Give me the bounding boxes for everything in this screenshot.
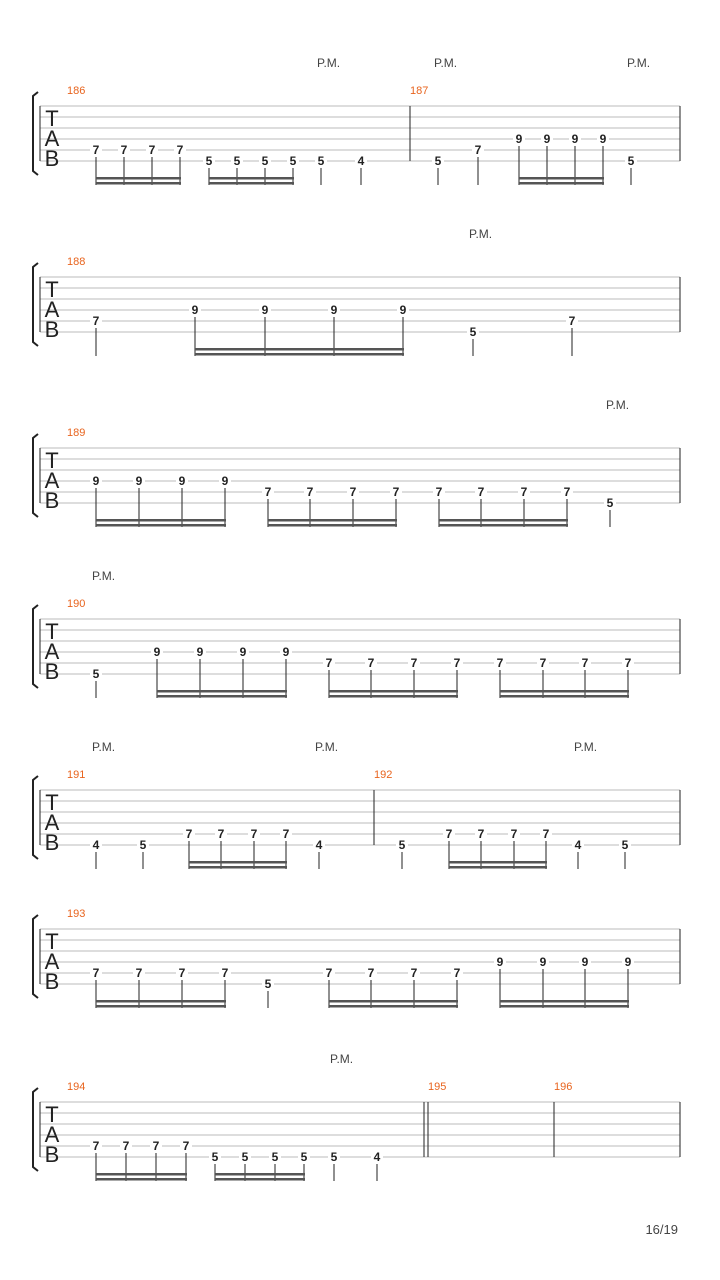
measure-number: 187: [410, 85, 429, 97]
beam: [329, 695, 458, 698]
tab-clef-letter: A: [44, 297, 60, 322]
beam: [500, 1005, 629, 1008]
fret-number: 7: [410, 966, 418, 980]
tab-clef-letter: A: [44, 1122, 60, 1147]
measure-number: 190: [67, 598, 86, 610]
fret-number: 7: [510, 827, 518, 841]
beam: [96, 1173, 187, 1176]
fret-number: 9: [92, 474, 100, 488]
fret-number: 5: [627, 154, 635, 168]
fret-number: 7: [135, 966, 143, 980]
fret-number: 5: [205, 154, 213, 168]
tab-clef-letter: B: [44, 146, 60, 171]
fret-number: 7: [178, 966, 186, 980]
tab-clef-letter: T: [45, 790, 59, 815]
beam: [215, 1178, 305, 1181]
tab-system: [33, 398, 680, 527]
fret-number: 7: [367, 966, 375, 980]
fret-number: 7: [120, 143, 128, 157]
tab-clef-letter: T: [45, 619, 59, 644]
fret-number: 5: [469, 325, 477, 339]
tab-system: [33, 908, 680, 1008]
measure-number: 189: [67, 427, 86, 439]
fret-number: 7: [325, 966, 333, 980]
fret-number: 7: [392, 485, 400, 499]
fret-number: 9: [135, 474, 143, 488]
fret-number: 5: [606, 496, 614, 510]
beam: [329, 1000, 458, 1003]
tab-system: [33, 1052, 680, 1181]
fret-number: 9: [282, 645, 290, 659]
beam: [96, 1000, 226, 1003]
palm-mute-label: P.M.: [317, 56, 341, 70]
beam: [268, 524, 397, 527]
palm-mute-label: P.M.: [92, 740, 116, 754]
measure-number: 196: [554, 1081, 573, 1093]
tab-clef-letter: T: [45, 106, 59, 131]
tab-clef-letter: T: [45, 448, 59, 473]
beam: [209, 182, 294, 185]
beam: [96, 524, 226, 527]
fret-number: 7: [221, 966, 229, 980]
fret-number: 5: [300, 1150, 308, 1164]
fret-number: 7: [92, 314, 100, 328]
measure-number: 193: [67, 908, 86, 920]
beam: [439, 519, 568, 522]
beam: [209, 177, 294, 180]
beam: [189, 861, 287, 864]
fret-number: 5: [289, 154, 297, 168]
fret-number: 7: [445, 827, 453, 841]
fret-number: 7: [185, 827, 193, 841]
page-number: 16/19: [645, 1222, 678, 1237]
fret-number: 5: [621, 838, 629, 852]
fret-number: 9: [599, 132, 607, 146]
measure-number: 192: [374, 769, 393, 781]
fret-number: 7: [367, 656, 375, 670]
fret-number: 9: [153, 645, 161, 659]
beam: [96, 182, 181, 185]
palm-mute-label: P.M.: [606, 398, 630, 412]
fret-number: 5: [261, 154, 269, 168]
tab-system: [33, 569, 680, 698]
fret-number: 7: [92, 1139, 100, 1153]
beam: [500, 690, 629, 693]
beam: [96, 177, 181, 180]
beam: [329, 1005, 458, 1008]
tab-clef-letter: T: [45, 1102, 59, 1127]
fret-number: 9: [330, 303, 338, 317]
fret-number: 9: [178, 474, 186, 488]
tab-clef-letter: A: [44, 810, 60, 835]
palm-mute-label: P.M.: [315, 740, 339, 754]
tab-clef-letter: T: [45, 277, 59, 302]
beam: [519, 177, 604, 180]
fret-number: 9: [261, 303, 269, 317]
fret-number: 7: [563, 485, 571, 499]
fret-number: 5: [92, 667, 100, 681]
beam: [195, 348, 404, 351]
beam: [449, 861, 547, 864]
fret-number: 7: [264, 485, 272, 499]
fret-number: 5: [264, 977, 272, 991]
fret-number: 9: [239, 645, 247, 659]
fret-number: 7: [176, 143, 184, 157]
fret-number: 9: [196, 645, 204, 659]
system-bracket: [33, 1088, 38, 1171]
measure-number: 194: [67, 1081, 86, 1093]
fret-number: 7: [453, 656, 461, 670]
fret-number: 7: [92, 143, 100, 157]
fret-number: 7: [217, 827, 225, 841]
tab-clef-letter: B: [44, 317, 60, 342]
beam: [96, 519, 226, 522]
beam: [96, 1005, 226, 1008]
palm-mute-label: P.M.: [469, 227, 493, 241]
fret-number: 4: [315, 838, 323, 852]
fret-number: 7: [435, 485, 443, 499]
fret-number: 5: [330, 1150, 338, 1164]
fret-number: 9: [399, 303, 407, 317]
fret-number: 7: [148, 143, 156, 157]
beam: [500, 695, 629, 698]
fret-number: 7: [520, 485, 528, 499]
measure-number: 191: [67, 769, 86, 781]
beam: [439, 524, 568, 527]
beam: [519, 182, 604, 185]
system-bracket: [33, 776, 38, 859]
measure-number: 195: [428, 1081, 447, 1093]
fret-number: 7: [182, 1139, 190, 1153]
fret-number: 7: [122, 1139, 130, 1153]
fret-number: 9: [624, 955, 632, 969]
beam: [500, 1000, 629, 1003]
beam: [195, 353, 404, 356]
fret-number: 4: [357, 154, 365, 168]
beam: [268, 519, 397, 522]
tab-clef-letter: B: [44, 1142, 60, 1167]
measure-number: 188: [67, 256, 86, 268]
fret-number: 7: [453, 966, 461, 980]
fret-number: 7: [477, 485, 485, 499]
tab-clef-letter: B: [44, 830, 60, 855]
fret-number: 4: [92, 838, 100, 852]
fret-number: 4: [574, 838, 582, 852]
palm-mute-label: P.M.: [92, 569, 116, 583]
fret-number: 9: [191, 303, 199, 317]
fret-number: 5: [139, 838, 147, 852]
fret-number: 9: [571, 132, 579, 146]
fret-number: 7: [306, 485, 314, 499]
fret-number: 5: [398, 838, 406, 852]
system-bracket: [33, 915, 38, 998]
fret-number: 7: [539, 656, 547, 670]
fret-number: 9: [581, 955, 589, 969]
fret-number: 5: [271, 1150, 279, 1164]
fret-number: 7: [282, 827, 290, 841]
beam: [189, 866, 287, 869]
tab-system: [33, 740, 680, 869]
beam: [157, 695, 287, 698]
system-bracket: [33, 605, 38, 688]
fret-number: 9: [539, 955, 547, 969]
tab-clef-letter: B: [44, 659, 60, 684]
palm-mute-label: P.M.: [434, 56, 458, 70]
fret-number: 9: [221, 474, 229, 488]
fret-number: 7: [581, 656, 589, 670]
fret-number: 9: [496, 955, 504, 969]
system-bracket: [33, 263, 38, 346]
fret-number: 7: [496, 656, 504, 670]
tab-clef-letter: B: [44, 488, 60, 513]
beam: [96, 1178, 187, 1181]
tab-system: [33, 227, 680, 356]
fret-number: 5: [317, 154, 325, 168]
fret-number: 4: [373, 1150, 381, 1164]
tab-system: [33, 56, 680, 185]
system-bracket: [33, 92, 38, 175]
tab-clef-letter: B: [44, 969, 60, 994]
tab-clef-letter: A: [44, 949, 60, 974]
fret-number: 5: [233, 154, 241, 168]
palm-mute-label: P.M.: [627, 56, 651, 70]
fret-number: 5: [211, 1150, 219, 1164]
tab-clef-letter: T: [45, 929, 59, 954]
tab-clef-letter: A: [44, 126, 60, 151]
fret-number: 7: [477, 827, 485, 841]
fret-number: 7: [624, 656, 632, 670]
beam: [329, 690, 458, 693]
fret-number: 9: [543, 132, 551, 146]
system-bracket: [33, 434, 38, 517]
palm-mute-label: P.M.: [330, 1052, 354, 1066]
measure-number: 186: [67, 85, 86, 97]
palm-mute-label: P.M.: [574, 740, 598, 754]
fret-number: 7: [474, 143, 482, 157]
beam: [157, 690, 287, 693]
fret-number: 7: [542, 827, 550, 841]
fret-number: 7: [325, 656, 333, 670]
fret-number: 7: [349, 485, 357, 499]
fret-number: 5: [434, 154, 442, 168]
fret-number: 5: [241, 1150, 249, 1164]
fret-number: 9: [515, 132, 523, 146]
fret-number: 7: [152, 1139, 160, 1153]
beam: [449, 866, 547, 869]
fret-number: 7: [250, 827, 258, 841]
fret-number: 7: [568, 314, 576, 328]
tab-clef-letter: A: [44, 468, 60, 493]
fret-number: 7: [410, 656, 418, 670]
fret-number: 7: [92, 966, 100, 980]
beam: [215, 1173, 305, 1176]
tab-clef-letter: A: [44, 639, 60, 664]
